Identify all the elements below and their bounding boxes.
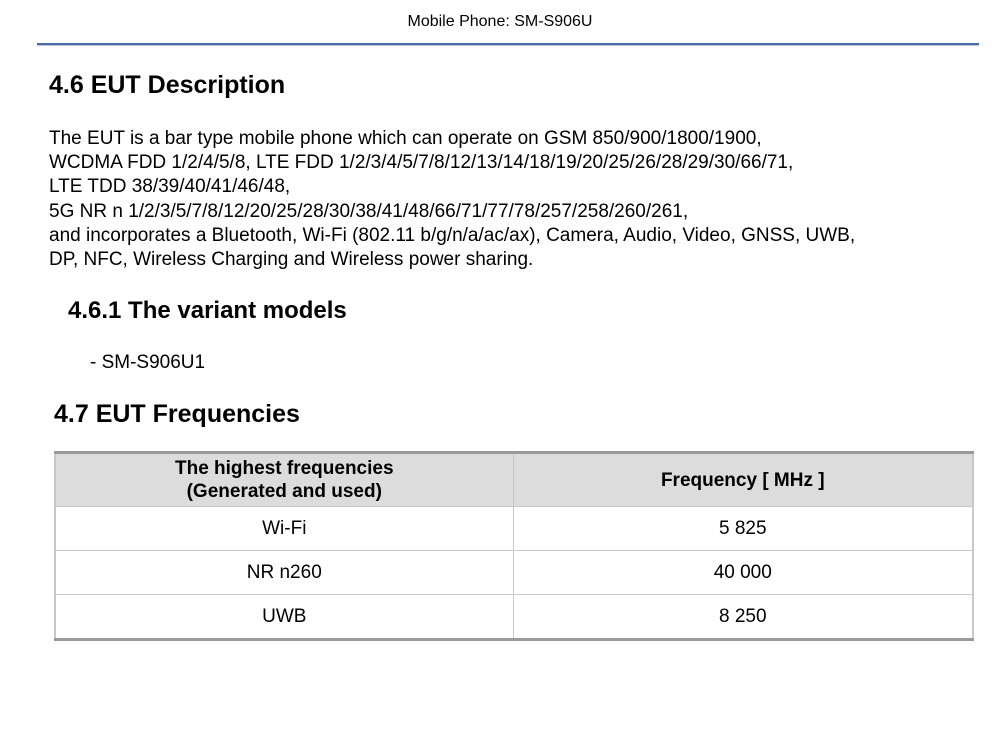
column-header-line: (Generated and used) [186, 481, 382, 502]
description-line: LTE TDD 38/39/40/41/46/48, [49, 176, 291, 198]
table-row [55, 551, 973, 595]
column-header-frequency: Frequency [ MHz ] [513, 453, 973, 507]
section-heading-eut-frequencies: 4.7 EUT Frequencies [54, 400, 300, 428]
section-heading-eut-description: 4.6 EUT Description [49, 71, 286, 99]
description-line: 5G NR n 1/2/3/5/7/8/12/20/25/28/30/38/41/48/66/71/77/78/257/258/260/261, [49, 200, 689, 222]
description-line: DP, NFC, Wireless Charging and Wireless power sharing. [49, 249, 534, 271]
description-line: and incorporates a Bluetooth, Wi-Fi (802.11 b/g/n/a/ac/ax), Camera, Audio, Video, GNSS, UWB, [49, 224, 856, 246]
column-header-line: The highest frequencies [174, 458, 394, 479]
table-header-row [55, 453, 973, 507]
table-row [55, 507, 973, 551]
description-line: WCDMA FDD 1/2/4/5/8, LTE FDD 1/2/3/4/5/7/8/12/13/14/18/19/20/25/26/28/29/30/66/71, [49, 152, 794, 174]
description-line: The EUT is a bar type mobile phone which can operate on GSM 850/900/1800/1900, [49, 128, 762, 149]
table-row [55, 595, 973, 640]
eut-description-paragraph [49, 127, 979, 272]
table-cell-frequency: 5 825 [513, 507, 973, 551]
table-cell-technology: NR n260 [55, 551, 513, 595]
table-cell-technology: Wi-Fi [55, 507, 513, 551]
table-cell-frequency: 40 000 [513, 551, 973, 595]
variant-model-item: - SM-S906U1 [90, 352, 206, 373]
table-cell-frequency: 8 250 [513, 595, 973, 640]
table-cell-technology: UWB [55, 595, 513, 640]
page-header-title: Mobile Phone: SM-S906U [407, 13, 593, 30]
header-divider [37, 43, 979, 46]
column-header-highest-frequencies [55, 453, 513, 507]
frequencies-table [54, 451, 974, 641]
section-heading-variant-models: 4.6.1 The variant models [68, 297, 347, 324]
